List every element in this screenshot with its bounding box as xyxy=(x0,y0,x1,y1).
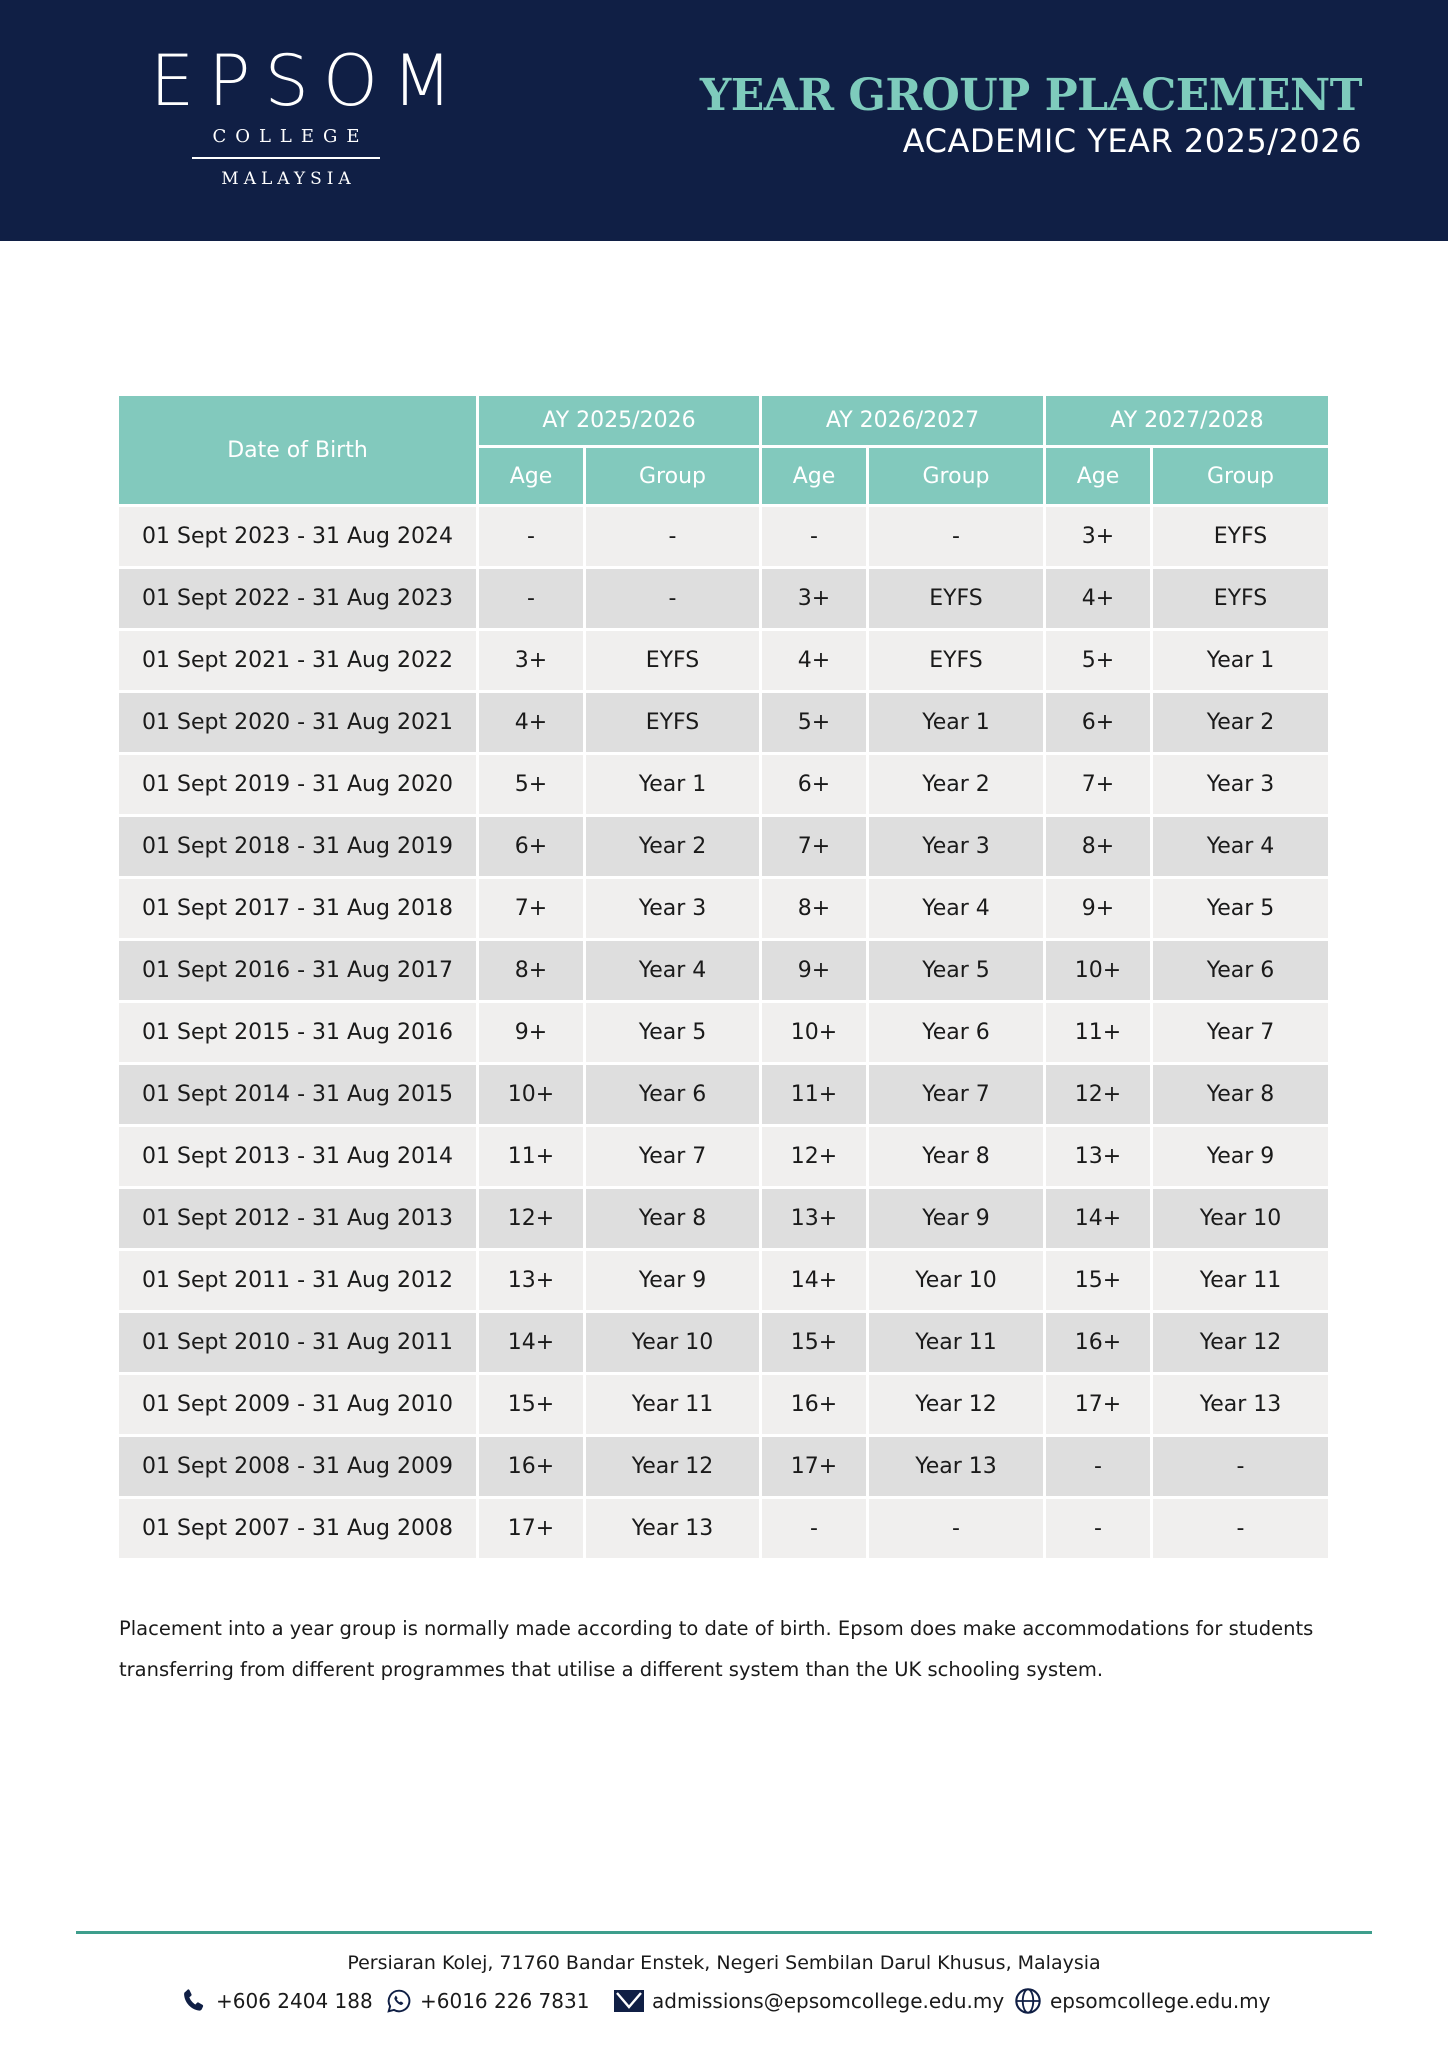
table-row xyxy=(119,1437,1328,1496)
age-header: Age xyxy=(762,448,866,504)
age-2027-cell: 16+ xyxy=(1046,1313,1150,1372)
group-2027-cell: Year 8 xyxy=(1153,1065,1328,1124)
age-2027-cell: - xyxy=(1046,1437,1150,1496)
age-2025-cell: 15+ xyxy=(479,1375,583,1434)
table-row xyxy=(119,879,1328,938)
age-2025-cell: 8+ xyxy=(479,941,583,1000)
group-2027-cell: Year 2 xyxy=(1153,693,1328,752)
placement-note xyxy=(119,1608,1319,1690)
group-2026-cell: Year 10 xyxy=(869,1251,1043,1310)
group-2027-cell: Year 11 xyxy=(1153,1251,1328,1310)
group-2027-cell: Year 10 xyxy=(1153,1189,1328,1248)
table-row xyxy=(119,1065,1328,1124)
age-2027-cell: 7+ xyxy=(1046,755,1150,814)
dob-cell: 01 Sept 2014 - 31 Aug 2015 xyxy=(119,1065,476,1124)
group-2026-cell: - xyxy=(869,507,1043,566)
email-address: admissions@epsomcollege.edu.my xyxy=(652,1989,1005,2013)
table-row xyxy=(119,693,1328,752)
age-2027-cell: 15+ xyxy=(1046,1251,1150,1310)
dob-cell: 01 Sept 2016 - 31 Aug 2017 xyxy=(119,941,476,1000)
age-2027-cell: 13+ xyxy=(1046,1127,1150,1186)
dob-cell: 01 Sept 2017 - 31 Aug 2018 xyxy=(119,879,476,938)
group-2027-cell: - xyxy=(1153,1499,1328,1558)
dob-cell: 01 Sept 2023 - 31 Aug 2024 xyxy=(119,507,476,566)
age-2025-cell: - xyxy=(479,507,583,566)
group-2027-cell: Year 9 xyxy=(1153,1127,1328,1186)
group-2025-cell: - xyxy=(586,507,759,566)
group-2025-cell: Year 3 xyxy=(586,879,759,938)
table-row xyxy=(119,1313,1328,1372)
age-2027-cell: 9+ xyxy=(1046,879,1150,938)
age-2026-cell: 9+ xyxy=(762,941,866,1000)
logo-name: EPSOM xyxy=(150,40,467,122)
age-2027-cell: 11+ xyxy=(1046,1003,1150,1062)
dob-cell: 01 Sept 2007 - 31 Aug 2008 xyxy=(119,1499,476,1558)
email-contact[interactable] xyxy=(614,1989,1014,2013)
dob-cell: 01 Sept 2019 - 31 Aug 2020 xyxy=(119,755,476,814)
table-row xyxy=(119,507,1328,566)
note-line-1: Placement into a year group is normally made according to date of birth. Epsom does make accommodations for students xyxy=(119,1617,1314,1640)
dob-cell: 01 Sept 2013 - 31 Aug 2014 xyxy=(119,1127,476,1186)
email-icon xyxy=(614,1989,644,2013)
group-2025-cell: EYFS xyxy=(586,693,759,752)
age-2026-cell: 16+ xyxy=(762,1375,866,1434)
age-header: Age xyxy=(479,448,583,504)
group-2026-cell: Year 12 xyxy=(869,1375,1043,1434)
logo-subtitle: COLLEGE xyxy=(212,126,369,147)
group-2025-cell: Year 9 xyxy=(586,1251,759,1310)
age-2026-cell: 13+ xyxy=(762,1189,866,1248)
website-contact[interactable] xyxy=(1014,1987,1271,2015)
page-title: YEAR GROUP PLACEMENT xyxy=(699,70,1362,121)
age-2025-cell: 7+ xyxy=(479,879,583,938)
footer-address: Persiaran Kolej, 71760 Bandar Enstek, Negeri Sembilan Darul Khusus, Malaysia xyxy=(347,1952,1101,1974)
age-2026-cell: 7+ xyxy=(762,817,866,876)
group-2025-cell: Year 4 xyxy=(586,941,759,1000)
age-2025-cell: 4+ xyxy=(479,693,583,752)
table-row xyxy=(119,1189,1328,1248)
logo-country: MALAYSIA xyxy=(221,169,356,189)
group-2027-cell: - xyxy=(1153,1437,1328,1496)
age-2026-cell: - xyxy=(762,1499,866,1558)
logo-divider xyxy=(192,157,380,159)
age-2027-cell: 3+ xyxy=(1046,507,1150,566)
age-2026-cell: 6+ xyxy=(762,755,866,814)
age-2027-cell: 5+ xyxy=(1046,631,1150,690)
age-2025-cell: 3+ xyxy=(479,631,583,690)
phone-number: +606 2404 188 xyxy=(216,1989,373,2013)
table-row xyxy=(119,1251,1328,1310)
age-2026-cell: 15+ xyxy=(762,1313,866,1372)
age-2025-cell: 17+ xyxy=(479,1499,583,1558)
age-2025-cell: 11+ xyxy=(479,1127,583,1186)
dob-cell: 01 Sept 2015 - 31 Aug 2016 xyxy=(119,1003,476,1062)
group-2025-cell: Year 2 xyxy=(586,817,759,876)
group-2025-cell: Year 6 xyxy=(586,1065,759,1124)
globe-icon xyxy=(1014,1987,1042,2015)
age-2026-cell: - xyxy=(762,507,866,566)
group-2026-cell: Year 2 xyxy=(869,755,1043,814)
group-header: Group xyxy=(869,448,1043,504)
phone-contact[interactable] xyxy=(180,1987,375,2015)
table-row xyxy=(119,1127,1328,1186)
age-2027-cell: 10+ xyxy=(1046,941,1150,1000)
age-2027-cell: 14+ xyxy=(1046,1189,1150,1248)
age-2026-cell: 12+ xyxy=(762,1127,866,1186)
phone-icon xyxy=(180,1987,208,2015)
age-2027-cell: - xyxy=(1046,1499,1150,1558)
note-line-2: transferring from different programmes that utilise a different system than the UK schooling system. xyxy=(119,1658,1104,1681)
year-header-2025: AY 2025/2026 xyxy=(479,396,759,445)
age-2026-cell: 14+ xyxy=(762,1251,866,1310)
age-2025-cell: 5+ xyxy=(479,755,583,814)
table-row xyxy=(119,817,1328,876)
table-row xyxy=(119,1003,1328,1062)
group-2027-cell: Year 3 xyxy=(1153,755,1328,814)
group-2025-cell: Year 13 xyxy=(586,1499,759,1558)
age-2025-cell: 10+ xyxy=(479,1065,583,1124)
dob-cell: 01 Sept 2008 - 31 Aug 2009 xyxy=(119,1437,476,1496)
group-2027-cell: Year 4 xyxy=(1153,817,1328,876)
age-2025-cell: 6+ xyxy=(479,817,583,876)
group-2025-cell: Year 11 xyxy=(586,1375,759,1434)
year-header-2027: AY 2027/2028 xyxy=(1046,396,1328,445)
dob-cell: 01 Sept 2010 - 31 Aug 2011 xyxy=(119,1313,476,1372)
age-2027-cell: 4+ xyxy=(1046,569,1150,628)
group-2026-cell: Year 3 xyxy=(869,817,1043,876)
header-band xyxy=(0,0,1448,241)
group-2025-cell: Year 8 xyxy=(586,1189,759,1248)
footer-contacts xyxy=(180,1984,1271,2018)
year-header-2026: AY 2026/2027 xyxy=(762,396,1043,445)
group-2027-cell: Year 7 xyxy=(1153,1003,1328,1062)
age-2025-cell: - xyxy=(479,569,583,628)
group-2026-cell: EYFS xyxy=(869,631,1043,690)
age-2025-cell: 12+ xyxy=(479,1189,583,1248)
age-2026-cell: 4+ xyxy=(762,631,866,690)
age-2027-cell: 6+ xyxy=(1046,693,1150,752)
dob-cell: 01 Sept 2009 - 31 Aug 2010 xyxy=(119,1375,476,1434)
website-url: epsomcollege.edu.my xyxy=(1050,1989,1271,2013)
age-2026-cell: 11+ xyxy=(762,1065,866,1124)
placement-table xyxy=(116,393,1331,1561)
age-2025-cell: 9+ xyxy=(479,1003,583,1062)
dob-cell: 01 Sept 2012 - 31 Aug 2013 xyxy=(119,1189,476,1248)
dob-cell: 01 Sept 2021 - 31 Aug 2022 xyxy=(119,631,476,690)
age-2027-cell: 17+ xyxy=(1046,1375,1150,1434)
group-2027-cell: EYFS xyxy=(1153,507,1328,566)
group-2026-cell: Year 13 xyxy=(869,1437,1043,1496)
group-2026-cell: Year 6 xyxy=(869,1003,1043,1062)
group-2027-cell: Year 6 xyxy=(1153,941,1328,1000)
group-2025-cell: EYFS xyxy=(586,631,759,690)
group-2025-cell: Year 7 xyxy=(586,1127,759,1186)
whatsapp-icon xyxy=(386,1988,412,2014)
group-2026-cell: Year 1 xyxy=(869,693,1043,752)
group-2026-cell: Year 7 xyxy=(869,1065,1043,1124)
table-row xyxy=(119,1499,1328,1558)
footer-divider xyxy=(76,1931,1372,1934)
group-2026-cell: Year 11 xyxy=(869,1313,1043,1372)
age-header: Age xyxy=(1046,448,1150,504)
group-2025-cell: Year 10 xyxy=(586,1313,759,1372)
age-2026-cell: 8+ xyxy=(762,879,866,938)
dob-cell: 01 Sept 2020 - 31 Aug 2021 xyxy=(119,693,476,752)
table-row xyxy=(119,1375,1328,1434)
group-2027-cell: Year 5 xyxy=(1153,879,1328,938)
epsom-logo xyxy=(136,40,467,189)
age-2025-cell: 14+ xyxy=(479,1313,583,1372)
group-2026-cell: Year 4 xyxy=(869,879,1043,938)
group-2025-cell: - xyxy=(586,569,759,628)
table-body xyxy=(119,507,1328,1558)
group-header: Group xyxy=(1153,448,1328,504)
group-header: Group xyxy=(586,448,759,504)
group-2027-cell: Year 12 xyxy=(1153,1313,1328,1372)
table-row xyxy=(119,941,1328,1000)
group-2026-cell: EYFS xyxy=(869,569,1043,628)
dob-cell: 01 Sept 2022 - 31 Aug 2023 xyxy=(119,569,476,628)
age-2025-cell: 13+ xyxy=(479,1251,583,1310)
age-2026-cell: 10+ xyxy=(762,1003,866,1062)
age-2026-cell: 3+ xyxy=(762,569,866,628)
age-2025-cell: 16+ xyxy=(479,1437,583,1496)
group-2026-cell: Year 9 xyxy=(869,1189,1043,1248)
group-2027-cell: Year 13 xyxy=(1153,1375,1328,1434)
age-2027-cell: 12+ xyxy=(1046,1065,1150,1124)
group-2026-cell: Year 8 xyxy=(869,1127,1043,1186)
table-row xyxy=(119,569,1328,628)
group-2025-cell: Year 12 xyxy=(586,1437,759,1496)
whatsapp-contact[interactable] xyxy=(386,1988,614,2014)
whatsapp-number: +6016 226 7831 xyxy=(420,1989,590,2013)
page-subtitle: ACADEMIC YEAR 2025/2026 xyxy=(902,122,1362,160)
group-2027-cell: Year 1 xyxy=(1153,631,1328,690)
group-2027-cell: EYFS xyxy=(1153,569,1328,628)
dob-cell: 01 Sept 2018 - 31 Aug 2019 xyxy=(119,817,476,876)
age-2026-cell: 17+ xyxy=(762,1437,866,1496)
dob-cell: 01 Sept 2011 - 31 Aug 2012 xyxy=(119,1251,476,1310)
dob-column-header: Date of Birth xyxy=(119,396,476,504)
age-2026-cell: 5+ xyxy=(762,693,866,752)
group-2025-cell: Year 1 xyxy=(586,755,759,814)
group-2025-cell: Year 5 xyxy=(586,1003,759,1062)
group-2026-cell: - xyxy=(869,1499,1043,1558)
group-2026-cell: Year 5 xyxy=(869,941,1043,1000)
table-row xyxy=(119,755,1328,814)
title-block xyxy=(700,70,1362,162)
table-row xyxy=(119,631,1328,690)
age-2027-cell: 8+ xyxy=(1046,817,1150,876)
